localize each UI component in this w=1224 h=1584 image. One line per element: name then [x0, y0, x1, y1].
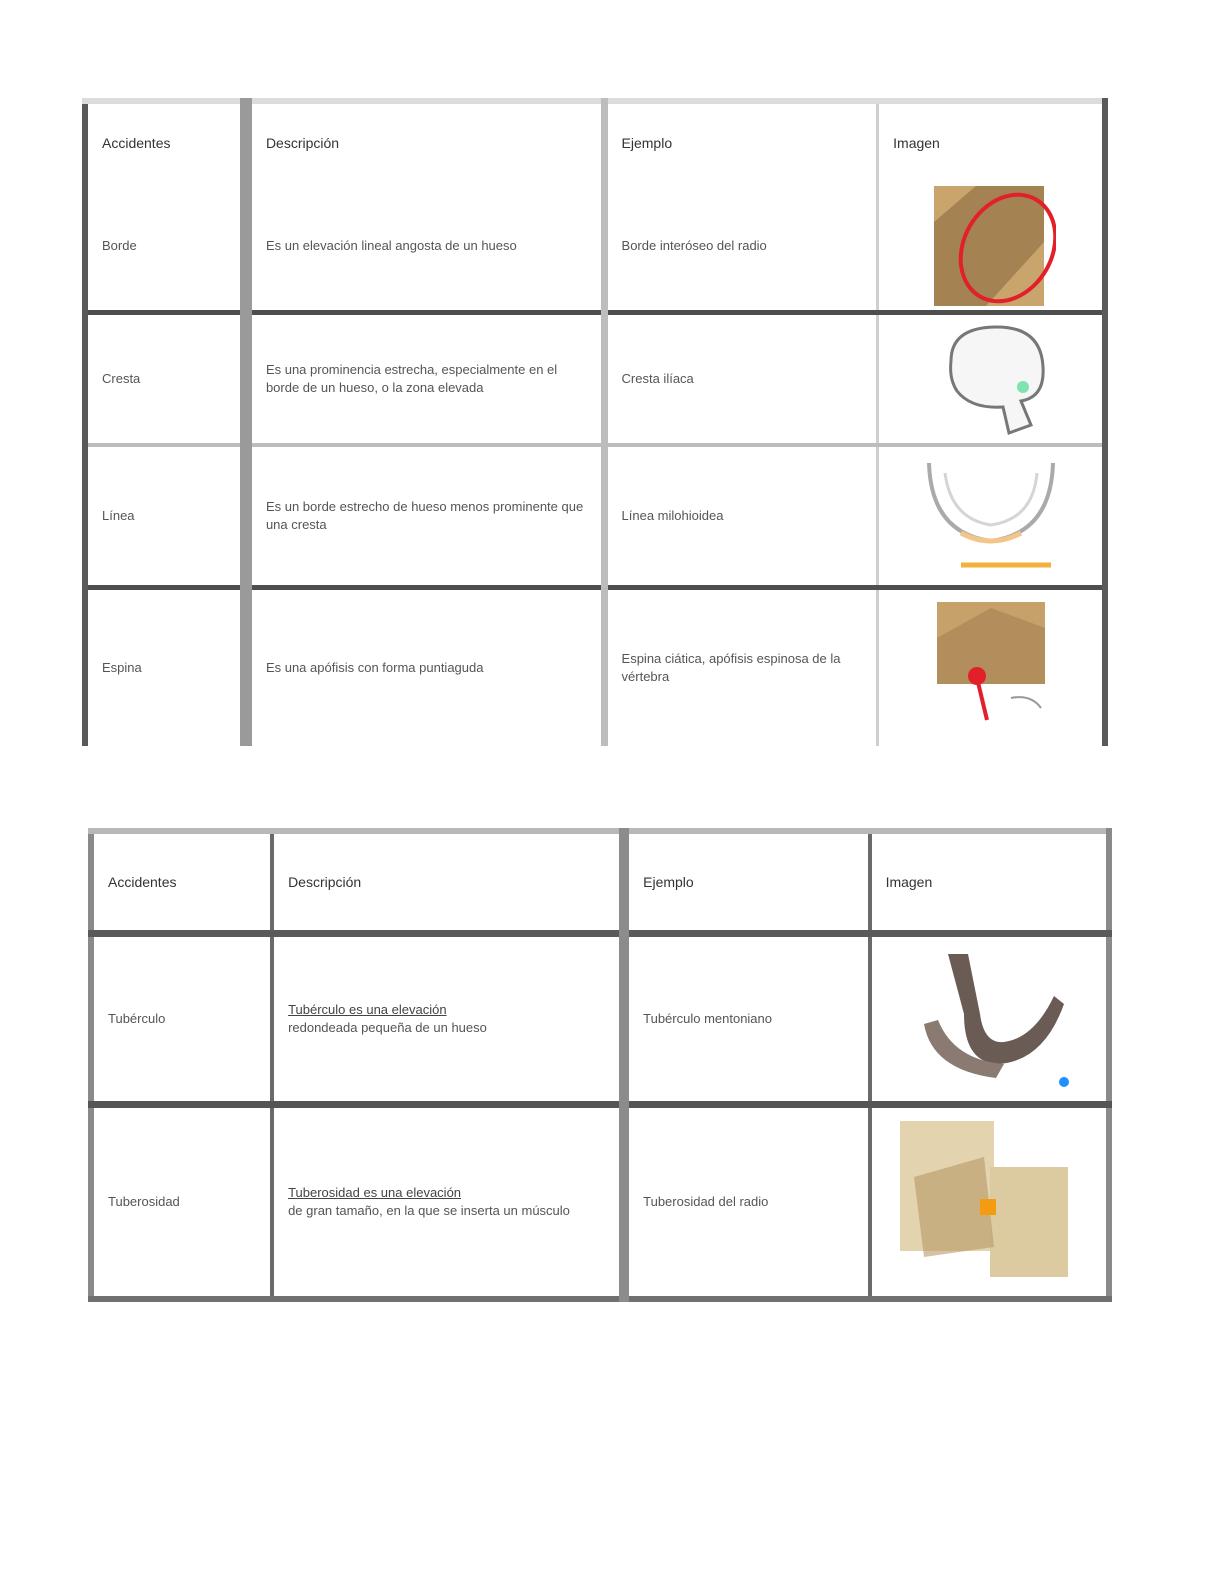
- header-ejemplo: Ejemplo: [624, 831, 869, 934]
- row-name: Tuberosidad: [91, 1105, 272, 1300]
- row-description: Es un elevación lineal angosta de un hueso: [246, 182, 604, 313]
- header-imagen: Imagen: [878, 101, 1105, 182]
- row-description: Es una apófisis con forma puntiaguda: [246, 588, 604, 747]
- row-image-cell: [878, 182, 1105, 313]
- header-accidentes: Accidentes: [91, 831, 272, 934]
- mandible-icon: [904, 944, 1074, 1094]
- accidents-table-2: [88, 828, 1112, 1302]
- row-name: Línea: [85, 445, 246, 588]
- row-image-cell: [878, 313, 1105, 446]
- row-example: Borde interóseo del radio: [604, 182, 878, 313]
- row-name: Espina: [85, 588, 246, 747]
- header-ejemplo: Ejemplo: [604, 101, 878, 182]
- table-row: [85, 313, 1105, 446]
- row-description-strong: Tubérculo es una elevación: [288, 1002, 447, 1017]
- row-example: Espina ciática, apófisis espinosa de la vértebra: [604, 588, 878, 747]
- header-descripcion: Descripción: [246, 101, 604, 182]
- row-image-cell: [878, 588, 1105, 747]
- table-row: [85, 445, 1105, 588]
- table-row: [91, 1105, 1109, 1300]
- row-description: redondeada pequeña de un hueso: [288, 1020, 487, 1035]
- table-row: [85, 182, 1105, 313]
- spine-process-icon: [931, 598, 1051, 738]
- row-description: Es una prominencia estrecha, especialmente en el borde de un hueso, o la zona elevada: [246, 313, 604, 446]
- header-accidentes: Accidentes: [85, 101, 246, 182]
- row-name: Borde: [85, 182, 246, 313]
- row-name: Cresta: [85, 313, 246, 446]
- row-description: Es un borde estrecho de hueso menos prominente que una cresta: [246, 445, 604, 588]
- row-image-cell: [870, 934, 1109, 1105]
- jaw-line-icon: [921, 453, 1061, 579]
- row-description: de gran tamaño, en la que se inserta un músculo: [288, 1203, 570, 1218]
- row-name: Tubérculo: [91, 934, 272, 1105]
- row-example: Línea milohioidea: [604, 445, 878, 588]
- table-row: [85, 588, 1105, 747]
- row-example: Tubérculo mentoniano: [624, 934, 869, 1105]
- table-row: [91, 934, 1109, 1105]
- header-imagen: Imagen: [870, 831, 1109, 934]
- joint-bone-icon: [894, 1117, 1084, 1287]
- row-description-cell: [272, 934, 624, 1105]
- table-header-row: [91, 831, 1109, 934]
- row-description-cell: [272, 1105, 624, 1300]
- row-example: Tuberosidad del radio: [624, 1105, 869, 1300]
- bone-ridge-icon: [926, 182, 1056, 310]
- row-description-strong: Tuberosidad es una elevación: [288, 1185, 462, 1200]
- header-descripcion: Descripción: [272, 831, 624, 934]
- table-header-row: [85, 101, 1105, 182]
- skull-icon: [931, 321, 1051, 437]
- row-image-cell: [878, 445, 1105, 588]
- accidents-table-1: [82, 98, 1108, 746]
- row-image-cell: [870, 1105, 1109, 1300]
- row-example: Cresta ilíaca: [604, 313, 878, 446]
